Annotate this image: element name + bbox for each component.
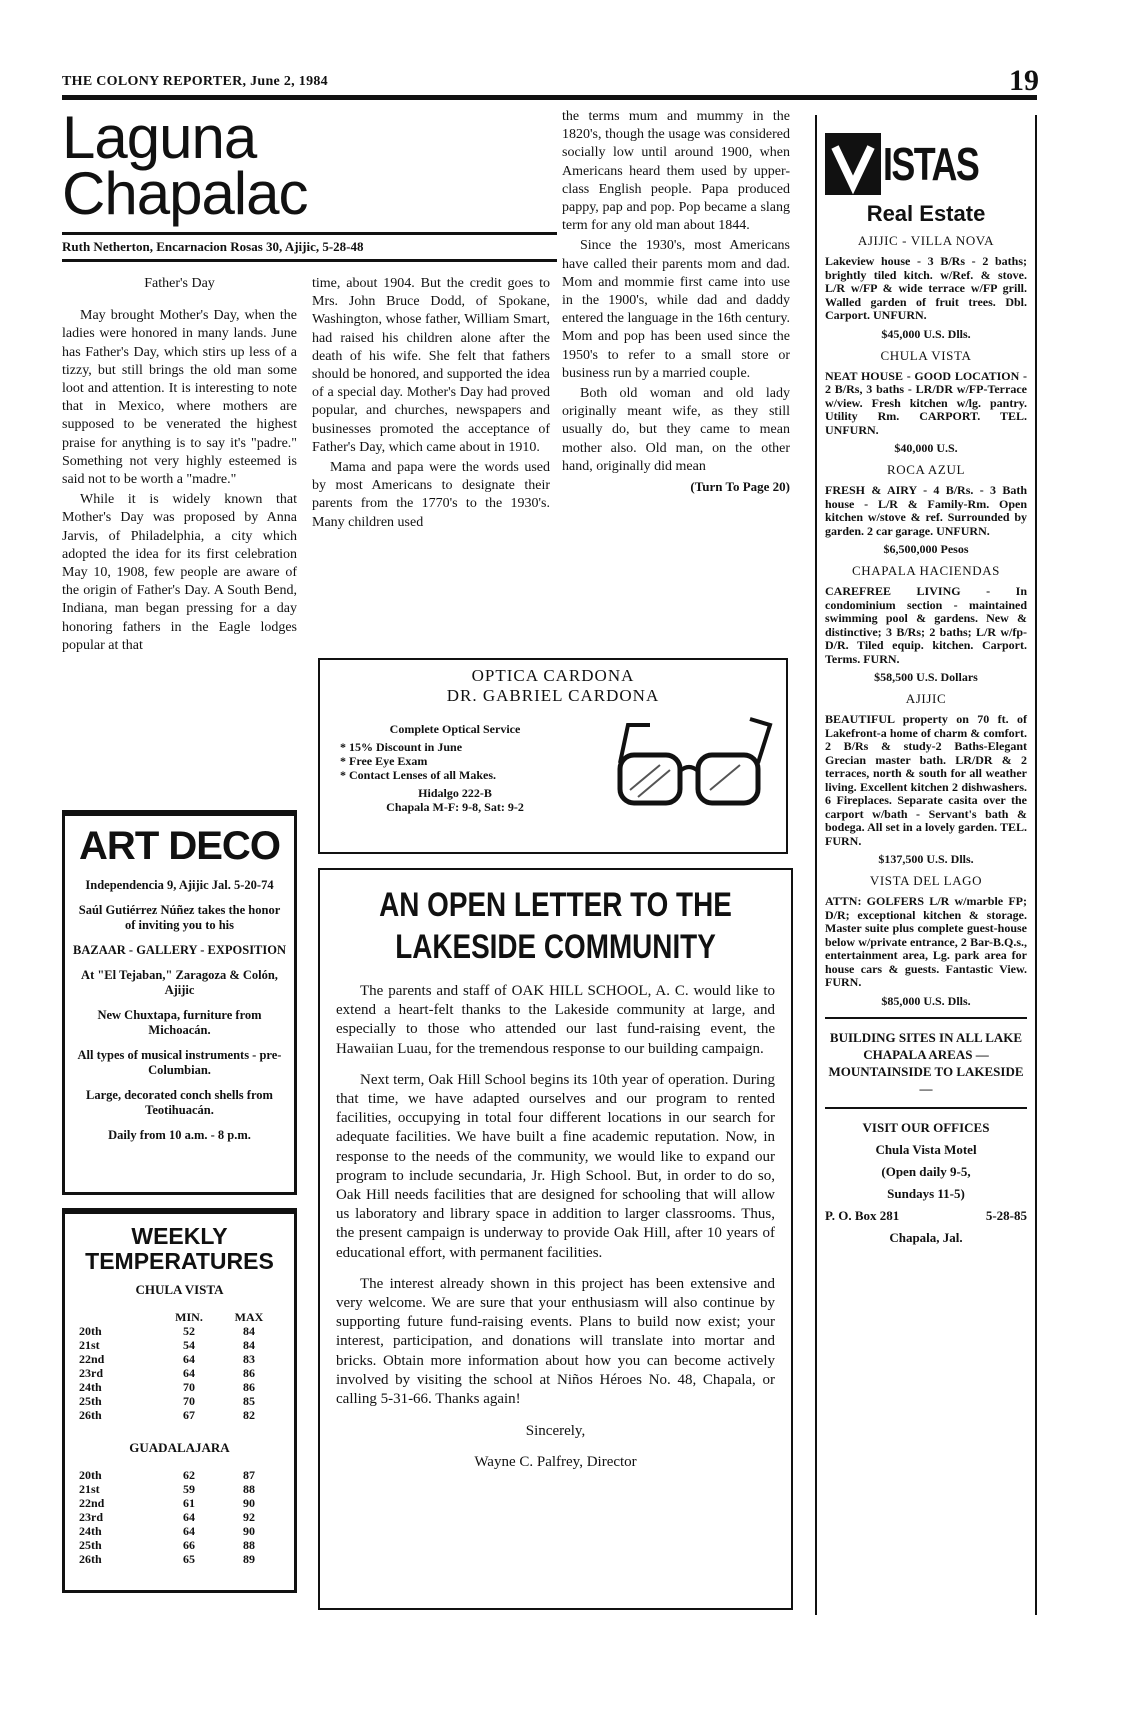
optica-details xyxy=(340,722,570,814)
article-paragraph: Mama and papa were the words used by most Americans to designate their parents from the 1770's to the 1930's. Many children used xyxy=(312,460,550,530)
table-row xyxy=(79,1380,279,1394)
temp-min: 67 xyxy=(183,1408,195,1422)
temps-table-guadalajara xyxy=(79,1468,279,1566)
listing-description: FRESH & AIRY - 4 B/Rs. - 3 Bath house - L/R & Family-Rm. Open kitchen w/stove & ref. Surrounded by garden. 2 car garage. UNFURN. xyxy=(825,483,1027,538)
max-header: MAX xyxy=(234,1310,264,1324)
temp-min: 70 xyxy=(183,1380,195,1394)
table-row xyxy=(79,1366,279,1380)
table-row xyxy=(79,1538,279,1552)
letter-title: AN OPEN LETTER TO THE LAKESIDE COMMUNITY xyxy=(379,886,732,966)
temp-day: 21st xyxy=(79,1338,100,1352)
optica-bullet: * 15% Discount in June xyxy=(340,740,463,754)
table-row xyxy=(79,1496,279,1510)
vistas-logo-text: ISTAS xyxy=(883,138,979,190)
table-row xyxy=(79,1510,279,1524)
letter-signature: Wayne C. Palfrey, Director xyxy=(474,1454,637,1471)
art-deco-item: Large, decorated conch shells from Teotihuacán. xyxy=(86,1088,273,1117)
table-row xyxy=(79,1524,279,1538)
listing-price: $137,500 U.S. Dlls. xyxy=(878,852,974,866)
office-hours: (Open daily 9-5, xyxy=(881,1163,971,1179)
listing-price: $58,500 U.S. Dollars xyxy=(874,670,978,684)
art-deco-ad xyxy=(62,810,297,1195)
art-deco-item: All types of musical instruments - pre-Columbian. xyxy=(77,1048,282,1077)
temp-day: 20th xyxy=(79,1468,102,1482)
vistas-subtitle: Real Estate xyxy=(866,201,986,226)
temp-max: 86 xyxy=(243,1380,255,1394)
optica-bullet: * Contact Lenses of all Makes. xyxy=(340,768,496,782)
temp-day: 23rd xyxy=(79,1366,103,1380)
table-header-row xyxy=(79,1310,279,1324)
vistas-v-logo-icon xyxy=(825,133,881,195)
office-motel: Chula Vista Motel xyxy=(875,1141,977,1157)
listing-description: Lakeview house - 3 B/Rs - 2 baths; brightly tiled kitch. w/Ref. & stove. L/R w/FP & wide terrace w/FP grill. Walled garden of fruit trees. Dbl. Carport. UNFURN. xyxy=(825,254,1027,322)
listing-area: CHAPALA HACIENDAS xyxy=(851,563,1001,578)
article-paragraph: the terms mum and mummy in the 1820's, though the usage was considered socially low until around 1900, when Americans heard them used by upper-class English people. Papa produced pappy, pap and pop. Pop became a slang term for any old man about 1844. xyxy=(562,109,790,234)
article-paragraph: Since the 1930's, most Americans have called their parents mom and dad. Mom and mommie first came into use in the 1900's, while dad and daddy entered the language in the 16th century. Mom and pop has been used since the 1950's to refer to a small store or business run by a married couple. xyxy=(562,238,790,381)
temp-day: 22nd xyxy=(79,1496,105,1510)
table-row xyxy=(79,1352,279,1366)
art-deco-item: New Chuxtapa, furniture from Michoacán. xyxy=(97,1008,262,1037)
temp-min: 64 xyxy=(183,1366,195,1380)
visit-offices: VISIT OUR OFFICES xyxy=(862,1119,990,1135)
letter-body xyxy=(336,982,775,1409)
art-deco-address: Independencia 9, Ajijic Jal. 5-20-74 xyxy=(85,878,274,892)
article-paragraph: May brought Mother's Day, when the ladies were honored in many lands. June has Father's Day, which stirs up less of a tizzy, but still brings the old man some loot and attention. It is interesting to note that in Mexico, where mothers are supposed to be venerated the highest praise for anything is to say it's "padre." Something not very highly esteemed is said not to be worth a "madre." xyxy=(62,308,297,488)
table-row xyxy=(79,1394,279,1408)
vistas-offices xyxy=(825,1107,1027,1249)
article-column-2 xyxy=(312,275,550,534)
letter-closing: Sincerely, xyxy=(525,1423,586,1440)
temp-min: 70 xyxy=(183,1394,195,1408)
temp-day: 25th xyxy=(79,1394,102,1408)
weekly-temperatures-box xyxy=(62,1208,297,1593)
po-box: P. O. Box 281 xyxy=(825,1207,900,1223)
masthead xyxy=(62,64,1039,100)
temp-max: 84 xyxy=(243,1338,255,1352)
listing-area: AJIJIC xyxy=(905,691,947,706)
column-title-line1: Laguna xyxy=(62,104,257,171)
optica-doctor: DR. GABRIEL CARDONA xyxy=(446,686,660,705)
temp-max: 90 xyxy=(243,1496,255,1510)
temp-day: 26th xyxy=(79,1408,102,1422)
table-row xyxy=(79,1468,279,1482)
temp-max: 88 xyxy=(243,1538,255,1552)
eyeglasses-icon xyxy=(610,715,785,815)
temp-day: 25th xyxy=(79,1538,102,1552)
article-heading: Father's Day xyxy=(144,276,215,291)
temp-max: 86 xyxy=(243,1366,255,1380)
temp-min: 62 xyxy=(183,1468,195,1482)
article-paragraph: Both old woman and old lady originally meant wife, as they still usually do, but they came to mean mother also. Old man, on the other hand, originally did mean xyxy=(562,386,790,474)
listing-price: $45,000 U.S. Dlls. xyxy=(881,326,971,341)
temp-max: 92 xyxy=(243,1510,255,1524)
letter-paragraph: The interest already shown in this project has been extensive and very welcome. We are sure that your enthusiasm will also continue by supporting future fund-raising events. Plans to build now exist; your interest, participation, and donations will translate into mortar and bricks. Obtain more information about how you can become actively involved by visiting the school at Niños Héroes No. 48, Chapala, or calling 5-31-66. Thanks again! xyxy=(336,1275,775,1408)
temp-max: 90 xyxy=(243,1524,255,1538)
temp-day: 20th xyxy=(79,1324,102,1338)
office-city: Chapala, Jal. xyxy=(889,1229,963,1245)
vistas-logo xyxy=(825,133,1027,195)
column-byline: Ruth Netherton, Encarnacion Rosas 30, Ajijic, 5-28-48 xyxy=(62,232,557,262)
listing-description: ATTN: GOLFERS L/R w/marble FP; D/R; exceptional kitchen & storage. Master suite plus complete guest-house below w/private entrance, 2 Bar-B.Q.s., entertainment area, Lg. park area for house cars & guests. Fantastic View. FURN. xyxy=(825,894,1027,989)
listing-area: ROCA AZUL xyxy=(887,462,965,477)
temps-title-2: TEMPERATURES xyxy=(85,1248,274,1274)
temp-max: 83 xyxy=(243,1352,255,1366)
temp-day: 26th xyxy=(79,1552,102,1566)
temp-day: 22nd xyxy=(79,1352,105,1366)
office-phone: 5-28-85 xyxy=(985,1207,1027,1223)
open-letter-ad xyxy=(318,868,793,1610)
art-deco-venue: At "El Tejaban," Zaragoza & Colón, Ajijic xyxy=(81,968,278,997)
temp-min: 59 xyxy=(183,1482,195,1496)
optica-service: Complete Optical Service xyxy=(389,722,521,736)
temp-min: 65 xyxy=(183,1552,195,1566)
listing-area: AJIJIC - VILLA NOVA xyxy=(857,233,995,248)
min-header: MIN. xyxy=(175,1310,203,1324)
art-deco-hours: Daily from 10 a.m. - 8 p.m. xyxy=(108,1128,251,1142)
office-box-line xyxy=(825,1205,1027,1227)
turn-to-page: (Turn To Page 20) xyxy=(690,479,790,495)
temp-min: 52 xyxy=(183,1324,195,1338)
art-deco-host: Saúl Gutiérrez Núñez takes the honor of inviting you to his xyxy=(78,903,281,932)
article-column-3 xyxy=(562,108,790,496)
temp-day: 24th xyxy=(79,1524,102,1538)
temp-min: 54 xyxy=(183,1338,195,1352)
listing-description: BEAUTIFUL property on 70 ft. of Lakefront-a home of charm & comfort. 2 B/Rs & study-2 Baths-Elegant Grecian master bath. LR/DR & 2 terraces, north & south for all weather living. Excellent kitchen 2 dishwashers. 6 Fireplaces. Separate casita over the carport w/bath - Servant's bath & bodega. All set in a lovely garden. TEL. FURN. xyxy=(825,712,1027,848)
office-sundays: Sundays 11-5) xyxy=(887,1185,965,1201)
article-paragraph: time, about 1904. But the credit goes to Mrs. John Bruce Dodd, of Spokane, Washington, whose father, William Smart, had raised his children alone after the death of his wife. She felt that fathers should be honored, and supported the idea of a special day. Mother's Day had proved popular, and churches, newspapers and businesses promoted the acceptance of Father's Day, which came about in 1910. xyxy=(312,276,550,455)
temp-day: 23rd xyxy=(79,1510,103,1524)
optica-address: Hidalgo 222-B xyxy=(418,786,492,800)
art-deco-title: ART DECO xyxy=(79,824,280,868)
listing-description: NEAT HOUSE - GOOD LOCATION - 2 B/Rs, 3 baths - LR/DR w/FP-Terrace w/view. Fresh kitchen w/lg. pantry. Utility Rm. CARPORT. TEL. UNFURN. xyxy=(825,368,1027,437)
vistas-real-estate-ad xyxy=(815,115,1037,1615)
table-row xyxy=(79,1338,279,1352)
temps-place-guadalajara: GUADALAJARA xyxy=(129,1440,230,1455)
optica-name: OPTICA CARDONA xyxy=(471,666,635,685)
page-number: 19 xyxy=(1009,64,1039,97)
letter-paragraph: The parents and staff of OAK HILL SCHOOL, A. C. would like to extend a heart-felt thanks to the Lakeside community at large, and especially to those who attended our last fund-raising event, the Hawaiian Luau, for the tremendous response to our building campaign. xyxy=(336,983,775,1057)
temp-max: 82 xyxy=(243,1408,255,1422)
optica-bullet: * Free Eye Exam xyxy=(340,754,428,768)
column-title-line2: Chapalac xyxy=(62,160,308,227)
listing-price: $85,000 U.S. Dlls. xyxy=(881,993,971,1008)
temps-place-chula-vista: CHULA VISTA xyxy=(135,1282,224,1297)
temps-table-chula-vista xyxy=(79,1310,279,1422)
listing-price: $6,500,000 Pesos xyxy=(883,542,969,556)
vistas-listings xyxy=(825,233,1027,1009)
table-row xyxy=(79,1324,279,1338)
article-paragraph: While it is widely known that Mother's Day was proposed by Anna Jarvis, of Philadelphia, a city which adopted the idea for its first celebration May 10, 1908, few people are aware of the origin of Father's Day. A South Bend, Indiana, man began pressing for a day honoring fathers in the Eagle lodges popular at that xyxy=(62,492,297,653)
table-row xyxy=(79,1408,279,1422)
temps-title-1: WEEKLY xyxy=(131,1223,228,1249)
table-row xyxy=(79,1552,279,1566)
column-header xyxy=(62,104,557,262)
temp-max: 85 xyxy=(243,1394,255,1408)
listing-price: $40,000 U.S. xyxy=(894,441,958,455)
temp-min: 61 xyxy=(183,1496,195,1510)
temp-max: 84 xyxy=(243,1324,255,1338)
temp-max: 89 xyxy=(243,1552,255,1566)
optica-hours: Chapala M-F: 9-8, Sat: 9-2 xyxy=(386,800,524,814)
temp-max: 87 xyxy=(243,1468,255,1482)
temp-min: 66 xyxy=(183,1538,195,1552)
building-sites: BUILDING SITES IN ALL LAKE CHAPALA AREAS — MOUNTAINSIDE TO LAKESIDE — xyxy=(825,1017,1027,1097)
temp-max: 88 xyxy=(243,1482,255,1496)
optica-cardona-ad xyxy=(318,658,788,854)
temp-min: 64 xyxy=(183,1510,195,1524)
paper-dateline: THE COLONY REPORTER, June 2, 1984 xyxy=(62,74,328,89)
temp-min: 64 xyxy=(183,1524,195,1538)
temp-day: 21st xyxy=(79,1482,100,1496)
art-deco-event: BAZAAR - GALLERY - EXPOSITION xyxy=(73,943,287,957)
listing-area: CHULA VISTA xyxy=(880,347,972,363)
temp-day: 24th xyxy=(79,1380,102,1394)
listing-description: CAREFREE LIVING - In condominium section - maintained swimming pool & gardens. New & distinctive; 3 B/Rs; 2 baths; L/R w/fp-D/R. Tiled equip. kitchen. Carport. Terms. FURN. xyxy=(825,584,1027,666)
article-column-1 xyxy=(62,275,297,657)
letter-paragraph: Next term, Oak Hill School begins its 10th year of operation. During that time, we have adapted ourselves and our program to rented facilities, occupying in total four different locations in our search for adequate facilities. We have built a fine academic reputation. Now, in response to the needs of the community, we would like to expand our program to include secundaria, Jr. High School. But, in order to do so, Oak Hill needs facilities that are designed for schooling that will allow us laboratory and library space in addition to larger classrooms. Thus, the present campaign is underway to provide Oak Hill, after 10 years of educational effort, with permanent facilities. xyxy=(336,1071,775,1261)
listing-area: VISTA DEL LAGO xyxy=(869,873,983,888)
temp-min: 64 xyxy=(183,1352,195,1366)
table-row xyxy=(79,1482,279,1496)
